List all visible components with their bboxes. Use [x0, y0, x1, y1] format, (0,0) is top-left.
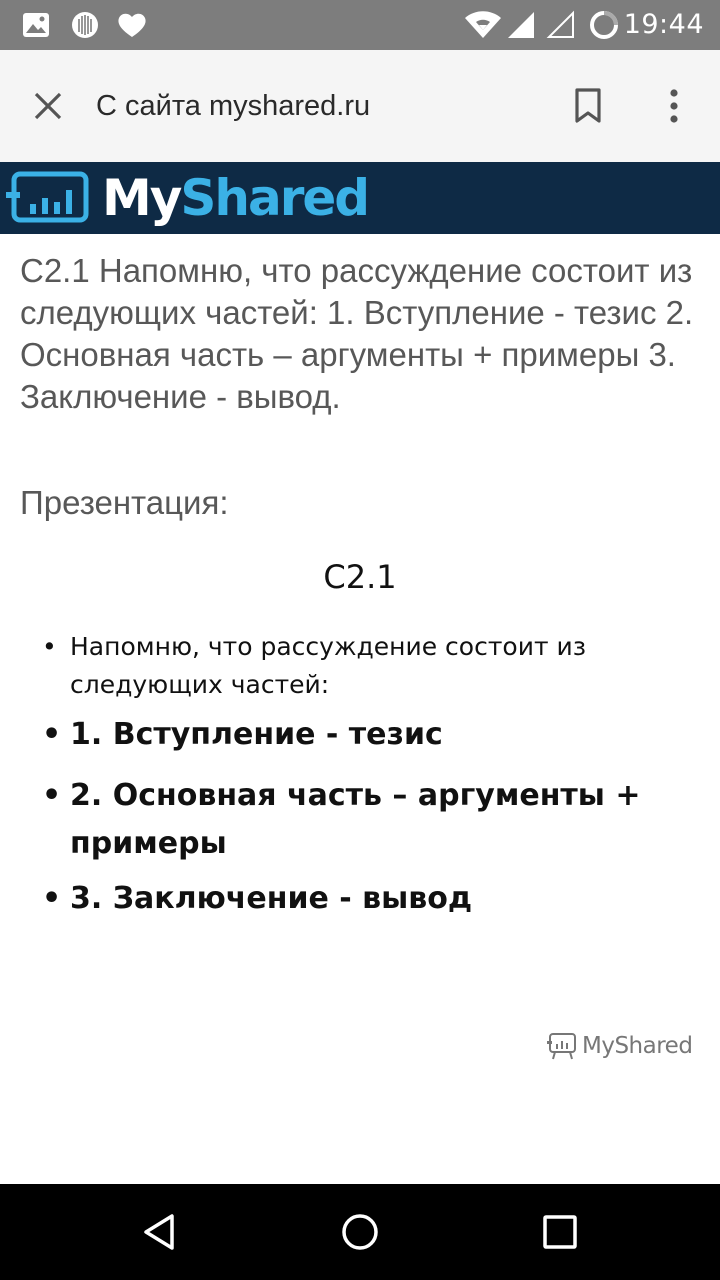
slide-bullet — [42, 772, 682, 868]
more-vert-icon — [669, 89, 679, 123]
site-banner[interactable] — [0, 162, 720, 234]
sync-icon — [588, 0, 620, 50]
navigation-bar — [0, 1184, 720, 1280]
browser-toolbar — [0, 50, 720, 162]
cut-off-text — [0, 1176, 720, 1184]
page-title: С сайта myshared.ru — [96, 90, 371, 122]
slide-bullet — [42, 628, 682, 704]
watermark-text: MyShared — [582, 1033, 693, 1059]
cloud-notification-icon — [70, 0, 100, 50]
bullet-text: 3. Заключение - вывод — [70, 881, 473, 916]
bullet-text: 1. Вступление - тезис — [70, 717, 443, 752]
bookmark-icon — [574, 88, 602, 124]
slide-bullet — [42, 878, 682, 920]
bullet-text: 2. Основная часть – аргументы + примеры — [70, 778, 641, 861]
logo-shared: Shared — [180, 169, 369, 227]
slide-bullet — [42, 714, 682, 756]
status-bar — [0, 0, 720, 50]
article-text: С2.1 Напомню, что рассуждение состоит из следующих частей: 1. Вступление - тезис 2. Основная часть – аргументы + примеры 3. Заключение - вывод. — [20, 252, 694, 415]
bookmark-button[interactable] — [562, 80, 614, 132]
recents-button[interactable] — [530, 1202, 590, 1262]
bullet-text: Напомню, что рассуждение состоит из следующих частей: — [70, 632, 587, 699]
close-button[interactable] — [22, 80, 74, 132]
clock: 19:44 — [623, 9, 704, 40]
signal-icon — [506, 0, 536, 50]
back-icon — [140, 1212, 180, 1252]
back-button[interactable] — [130, 1202, 190, 1262]
bullet-marker: • — [42, 881, 62, 916]
slide-title: С2.1 — [323, 558, 397, 596]
overflow-menu-button[interactable] — [648, 80, 700, 132]
signal-empty-icon — [546, 0, 576, 50]
myshared-logo-text — [102, 162, 368, 234]
recents-icon — [540, 1212, 580, 1252]
logo-my: My — [102, 169, 181, 227]
bullet-marker: • — [42, 632, 57, 661]
myshared-watermark-icon — [546, 1031, 578, 1061]
bullet-marker: • — [42, 778, 62, 813]
slide-watermark — [546, 1030, 692, 1062]
close-icon — [33, 91, 63, 121]
wifi-icon — [464, 0, 502, 50]
home-icon — [340, 1212, 380, 1252]
bullet-marker: • — [42, 717, 62, 752]
image-notification-icon — [22, 0, 50, 50]
presentation-label: Презентация: — [20, 484, 229, 521]
presentation-slide[interactable] — [0, 540, 720, 1180]
heart-notification-icon — [116, 0, 148, 50]
myshared-logo-icon — [4, 168, 92, 233]
home-button[interactable] — [330, 1202, 390, 1262]
